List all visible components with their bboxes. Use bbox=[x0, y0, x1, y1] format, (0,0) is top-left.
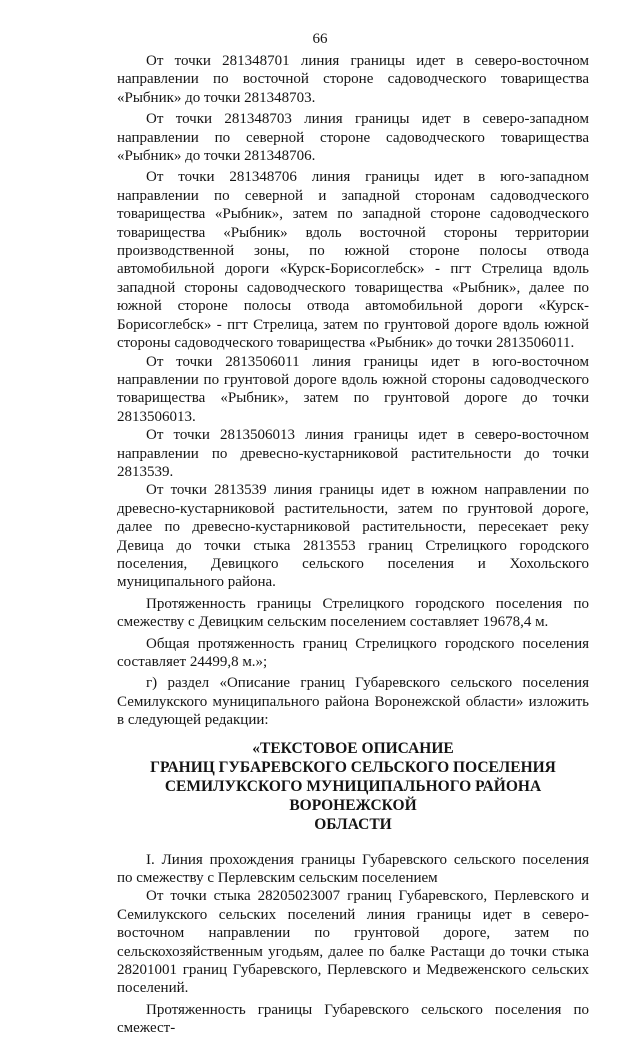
heading-line: «ТЕКСТОВОЕ ОПИСАНИЕ bbox=[252, 739, 454, 757]
paragraph: От точки стыка 28205023007 границ Губаревского, Перлевского и Семилукского сельских поселений линия границы идет в северо-восточном направлении по грунтовой дороге, затем по сельскохозяйственным угодьям, далее по балке Растащи до точки стыка 28201001 границ Губаревского, Перлевского и Медвеженского сельских поселений. bbox=[117, 888, 589, 997]
paragraph: Общая протяженность границ Стрелицкого городского поселения составляет 24499,8 м.»; bbox=[117, 635, 589, 670]
paragraph: От точки 2813506013 линия границы идет в северо-восточном направлении по древесно-кустарниковой растительности до точки 2813539. bbox=[117, 427, 589, 480]
section-title: I. Линия прохождения границы Губаревского сельского поселения по смежеству с Перлевским сельским поселением bbox=[117, 851, 589, 887]
document-body bbox=[117, 52, 589, 1038]
paragraph: г) раздел «Описание границ Губаревского сельского поселения Семилукского муниципального района Воронежской области» изложить в следующей редакции: bbox=[117, 675, 589, 729]
paragraph: От точки 281348706 линия границы идет в юго-западном направлении по северной и западной сторонам садоводческого товарищества «Рыбник», затем по западной стороне садоводческого товарищества «Рыбник» вдоль восточной стороны территории производственной зоны, по южной стороне полосы отвода автомобильной дороги «Курск-Борисоглебск» - пгт Стрелица вдоль западной стороны садоводческого товарищества «Рыбник», далее по южной стороне полосы отвода автомобильной дороги «Курск-Борисоглебск» - пгт Стрелица, затем по грунтовой дороге вдоль южной стороны садоводческого товарищества «Рыбник» до точки 2813506011. bbox=[117, 169, 589, 352]
section-heading bbox=[117, 739, 589, 834]
paragraph: От точки 2813506011 линия границы идет в юго-восточном направлении по грунтовой дороге вдоль южной стороны садоводческого товарищества «Рыбник», затем по грунтовой дороге до точки 2813506013. bbox=[117, 353, 589, 425]
paragraph: Протяженность границы Стрелицкого городского поселения по смежеству с Девицким сельским поселением составляет 19678,4 м. bbox=[117, 595, 589, 631]
paragraph: Протяженность границы Губаревского сельского поселения по смежест- bbox=[117, 1001, 589, 1037]
paragraph: От точки 281348701 линия границы идет в северо-восточном направлении по восточной стороне садоводческого товарищества «Рыбник» до точки 281348703. bbox=[117, 53, 589, 106]
paragraph: От точки 281348703 линия границы идет в северо-западном направлении по северной стороне садоводческого товарищества «Рыбник» до точки 281348706. bbox=[117, 111, 589, 165]
heading-line: СЕМИЛУКСКОГО МУНИЦИПАЛЬНОГО РАЙОНА ВОРОНЕЖСКОЙ bbox=[164, 777, 542, 814]
heading-line: ОБЛАСТИ bbox=[314, 815, 392, 833]
paragraph: От точки 2813539 линия границы идет в южном направлении по древесно-кустарниковой растительности, затем по грунтовой дороге, далее по древесно-кустарниковой растительности, пересекает реку Девица до точки стыка 2813553 границ Стрелицкого городского поселения, Девицкого сельского поселения и Хохольского муниципального района. bbox=[117, 482, 589, 591]
page-number: 66 bbox=[312, 31, 328, 47]
heading-line: ГРАНИЦ ГУБАРЕВСКОГО СЕЛЬСКОГО ПОСЕЛЕНИЯ bbox=[150, 758, 556, 776]
